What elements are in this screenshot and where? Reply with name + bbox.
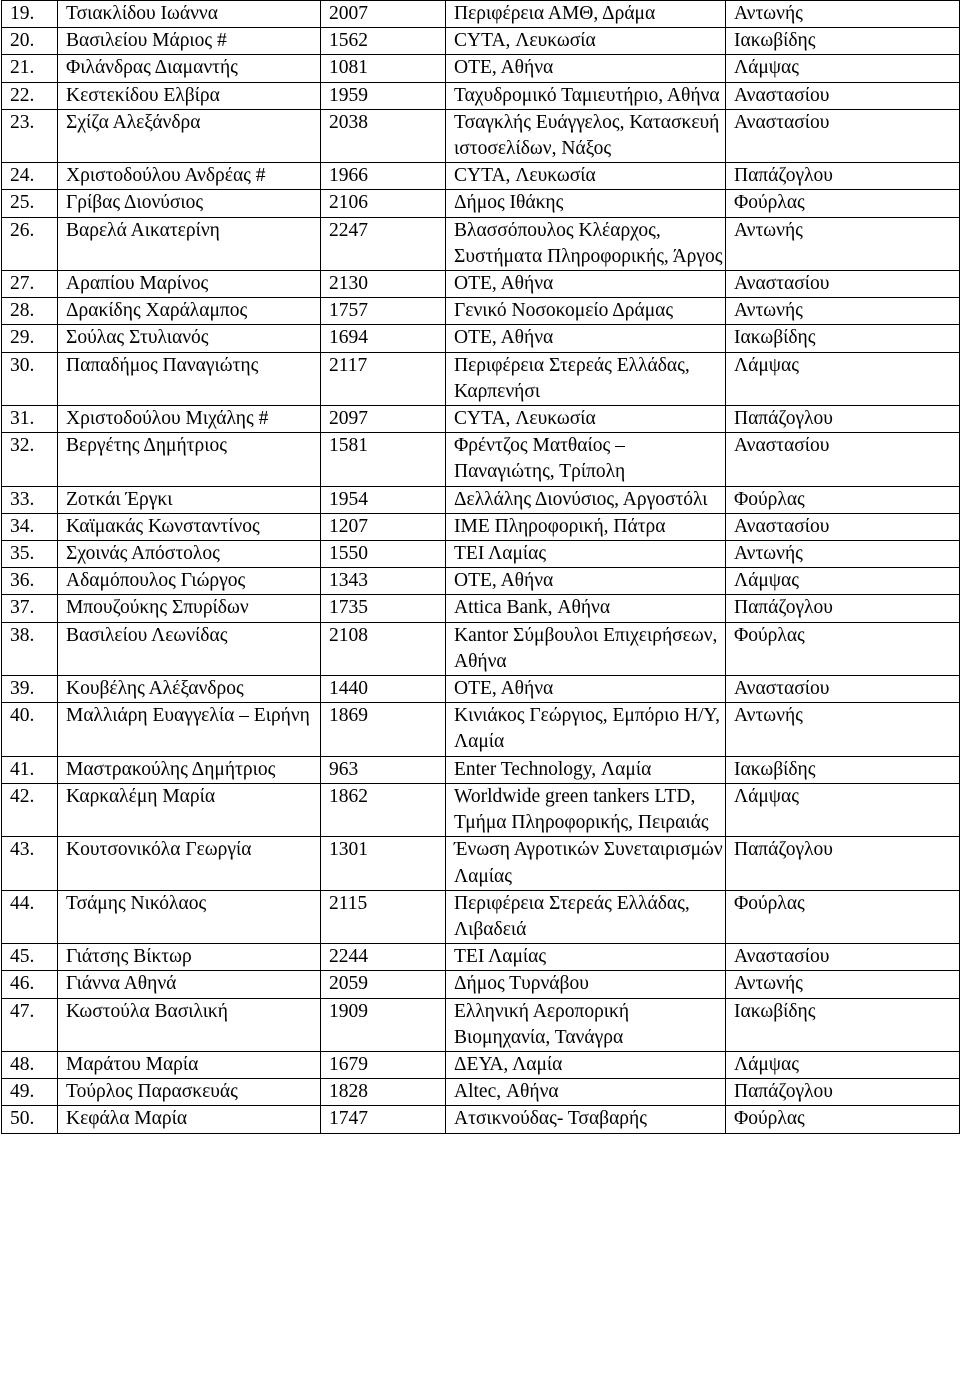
supervisor-name: Παπάζογλου (726, 837, 960, 890)
table-row (2, 944, 960, 971)
student-id: 1909 (321, 998, 446, 1051)
supervisor-name: Παπάζογλου (726, 595, 960, 622)
table-row (2, 783, 960, 836)
placement-organization: Κινιάκος Γεώργιος, Εμπόριο Η/Υ, Λαμία (446, 703, 726, 756)
table-row (2, 82, 960, 109)
supervisor-name: Αντωνής (726, 703, 960, 756)
supervisor-name: Φούρλας (726, 622, 960, 675)
table-row (2, 298, 960, 325)
placement-organization: Περιφέρεια ΑΜΘ, Δράμα (446, 1, 726, 28)
student-name: Βαρελά Αικατερίνη (58, 217, 321, 270)
supervisor-name: Φούρλας (726, 190, 960, 217)
student-id: 1959 (321, 82, 446, 109)
table-row (2, 1051, 960, 1078)
supervisor-name: Αναστασίου (726, 271, 960, 298)
table-row (2, 971, 960, 998)
row-number: 36. (2, 568, 58, 595)
student-id: 2108 (321, 622, 446, 675)
student-id: 1966 (321, 163, 446, 190)
student-name: Αραπίου Μαρίνος (58, 271, 321, 298)
row-number: 42. (2, 783, 58, 836)
table-body (2, 1, 960, 1134)
student-name: Γιάτσης Βίκτωρ (58, 944, 321, 971)
placement-organization: Attica Bank, Αθήνα (446, 595, 726, 622)
student-name: Βεργέτης Δημήτριος (58, 433, 321, 486)
row-number: 19. (2, 1, 58, 28)
student-name: Σούλας Στυλιανός (58, 325, 321, 352)
supervisor-name: Αναστασίου (726, 109, 960, 162)
table-row (2, 109, 960, 162)
student-name: Μαλλιάρη Ευαγγελία – Ειρήνη (58, 703, 321, 756)
student-id: 2117 (321, 352, 446, 405)
row-number: 33. (2, 486, 58, 513)
supervisor-name: Αντωνής (726, 298, 960, 325)
row-number: 30. (2, 352, 58, 405)
placement-organization: Ένωση Αγροτικών Συνεταιρισμών Λαμίας (446, 837, 726, 890)
student-name: Δρακίδης Χαράλαμπος (58, 298, 321, 325)
supervisor-name: Ιακωβίδης (726, 998, 960, 1051)
student-name: Βασιλείου Μάριος # (58, 28, 321, 55)
placement-organization: IME Πληροφορική, Πάτρα (446, 513, 726, 540)
placement-organization: Ελληνική Αεροπορική Βιομηχανία, Τανάγρα (446, 998, 726, 1051)
placement-organization: Ατσικνούδας- Τσαβαρής (446, 1106, 726, 1133)
student-name: Κωστούλα Βασιλική (58, 998, 321, 1051)
student-id: 2097 (321, 406, 446, 433)
placement-organization: Βλασσόπουλος Κλέαρχος, Συστήματα Πληροφορικής, Άργος (446, 217, 726, 270)
supervisor-name: Παπάζογλου (726, 163, 960, 190)
placement-organization: ΟΤΕ, Αθήνα (446, 55, 726, 82)
placement-organization: Δήμος Ιθάκης (446, 190, 726, 217)
student-id: 1440 (321, 676, 446, 703)
table-row (2, 1079, 960, 1106)
placement-organization: ΟΤΕ, Αθήνα (446, 676, 726, 703)
student-name: Μαστρακούλης Δημήτριος (58, 756, 321, 783)
row-number: 46. (2, 971, 58, 998)
supervisor-name: Λάμψας (726, 568, 960, 595)
table-row (2, 406, 960, 433)
row-number: 37. (2, 595, 58, 622)
row-number: 47. (2, 998, 58, 1051)
student-id: 1343 (321, 568, 446, 595)
student-name: Βασιλείου Λεωνίδας (58, 622, 321, 675)
row-number: 22. (2, 82, 58, 109)
row-number: 48. (2, 1051, 58, 1078)
student-name: Γιάννα Αθηνά (58, 971, 321, 998)
student-name: Τσιακλίδου Ιωάννα (58, 1, 321, 28)
student-name: Κεφάλα Μαρία (58, 1106, 321, 1133)
supervisor-name: Αναστασίου (726, 82, 960, 109)
table-row (2, 676, 960, 703)
table-row (2, 837, 960, 890)
supervisor-name: Αναστασίου (726, 676, 960, 703)
row-number: 31. (2, 406, 58, 433)
supervisor-name: Αντωνής (726, 217, 960, 270)
student-name: Φιλάνδρας Διαμαντής (58, 55, 321, 82)
student-id: 1954 (321, 486, 446, 513)
row-number: 38. (2, 622, 58, 675)
placement-organization: Altec, Αθήνα (446, 1079, 726, 1106)
supervisor-name: Αντωνής (726, 541, 960, 568)
table-row (2, 217, 960, 270)
placement-organization: Γενικό Νοσοκομείο Δράμας (446, 298, 726, 325)
row-number: 26. (2, 217, 58, 270)
placement-organization: Περιφέρεια Στερεάς Ελλάδας, Καρπενήσι (446, 352, 726, 405)
placement-organization: Worldwide green tankers LTD, Τμήμα Πληροφορικής, Πειραιάς (446, 783, 726, 836)
row-number: 44. (2, 890, 58, 943)
student-name: Τούρλος Παρασκευάς (58, 1079, 321, 1106)
student-id: 2059 (321, 971, 446, 998)
row-number: 21. (2, 55, 58, 82)
table-row (2, 568, 960, 595)
supervisor-name: Φούρλας (726, 486, 960, 513)
placement-organization: ΟΤΕ, Αθήνα (446, 271, 726, 298)
supervisor-name: Ιακωβίδης (726, 28, 960, 55)
student-id: 1747 (321, 1106, 446, 1133)
supervisor-name: Ιακωβίδης (726, 325, 960, 352)
table-row (2, 352, 960, 405)
row-number: 24. (2, 163, 58, 190)
placement-organization: ΤΕΙ Λαμίας (446, 541, 726, 568)
student-name: Κουτσονικόλα Γεωργία (58, 837, 321, 890)
table-row (2, 513, 960, 540)
student-name: Καϊμακάς Κωνσταντίνος (58, 513, 321, 540)
student-name: Σχίζα Αλεξάνδρα (58, 109, 321, 162)
student-name: Τσάμης Νικόλαος (58, 890, 321, 943)
supervisor-name: Αναστασίου (726, 433, 960, 486)
student-id: 1562 (321, 28, 446, 55)
table-row (2, 756, 960, 783)
student-id: 1757 (321, 298, 446, 325)
student-id: 1869 (321, 703, 446, 756)
student-id: 1862 (321, 783, 446, 836)
supervisor-name: Φούρλας (726, 890, 960, 943)
table-row (2, 890, 960, 943)
row-number: 25. (2, 190, 58, 217)
student-id: 2115 (321, 890, 446, 943)
student-name: Ζοτκάι Έργκι (58, 486, 321, 513)
placement-organization: Enter Technology, Λαμία (446, 756, 726, 783)
student-id: 2038 (321, 109, 446, 162)
placement-organization: Δελλάλης Διονύσιος, Αργοστόλι (446, 486, 726, 513)
row-number: 32. (2, 433, 58, 486)
supervisor-name: Αναστασίου (726, 944, 960, 971)
table-row (2, 1, 960, 28)
student-id: 1207 (321, 513, 446, 540)
student-id: 2106 (321, 190, 446, 217)
table-row (2, 271, 960, 298)
internship-table (1, 0, 960, 1134)
student-id: 2247 (321, 217, 446, 270)
placement-organization: Δήμος Τυρνάβου (446, 971, 726, 998)
table-row (2, 541, 960, 568)
supervisor-name: Παπάζογλου (726, 1079, 960, 1106)
row-number: 34. (2, 513, 58, 540)
placement-organization: Περιφέρεια Στερεάς Ελλάδας, Λιβαδειά (446, 890, 726, 943)
supervisor-name: Αντωνής (726, 1, 960, 28)
student-name: Μπουζούκης Σπυρίδων (58, 595, 321, 622)
student-id: 1581 (321, 433, 446, 486)
supervisor-name: Αναστασίου (726, 513, 960, 540)
table-row (2, 595, 960, 622)
student-name: Σχοινάς Απόστολος (58, 541, 321, 568)
supervisor-name: Παπάζογλου (726, 406, 960, 433)
row-number: 50. (2, 1106, 58, 1133)
student-name: Κεστεκίδου Ελβίρα (58, 82, 321, 109)
student-id: 1828 (321, 1079, 446, 1106)
row-number: 39. (2, 676, 58, 703)
placement-organization: ΟΤΕ, Αθήνα (446, 568, 726, 595)
student-name: Παπαδήμος Παναγιώτης (58, 352, 321, 405)
student-name: Κουβέλης Αλέξανδρος (58, 676, 321, 703)
student-id: 1694 (321, 325, 446, 352)
student-id: 1550 (321, 541, 446, 568)
table-row (2, 55, 960, 82)
row-number: 41. (2, 756, 58, 783)
student-id: 1735 (321, 595, 446, 622)
student-id: 1301 (321, 837, 446, 890)
student-name: Γρίβας Διονύσιος (58, 190, 321, 217)
placement-organization: Kantor Σύμβουλοι Επιχειρήσεων, Αθήνα (446, 622, 726, 675)
table-row (2, 622, 960, 675)
row-number: 23. (2, 109, 58, 162)
placement-organization: Ταχυδρομικό Ταμιευτήριο, Αθήνα (446, 82, 726, 109)
supervisor-name: Λάμψας (726, 1051, 960, 1078)
student-id: 2244 (321, 944, 446, 971)
supervisor-name: Φούρλας (726, 1106, 960, 1133)
row-number: 45. (2, 944, 58, 971)
row-number: 27. (2, 271, 58, 298)
row-number: 29. (2, 325, 58, 352)
student-id: 2130 (321, 271, 446, 298)
placement-organization: ΟΤΕ, Αθήνα (446, 325, 726, 352)
student-name: Χριστοδούλου Ανδρέας # (58, 163, 321, 190)
table-row (2, 28, 960, 55)
student-name: Μαράτου Μαρία (58, 1051, 321, 1078)
supervisor-name: Λάμψας (726, 55, 960, 82)
student-name: Καρκαλέμη Μαρία (58, 783, 321, 836)
table-row (2, 703, 960, 756)
student-id: 1679 (321, 1051, 446, 1078)
row-number: 35. (2, 541, 58, 568)
table-row (2, 433, 960, 486)
placement-organization: ΔΕΥΑ, Λαμία (446, 1051, 726, 1078)
table-row (2, 998, 960, 1051)
placement-organization: CYTA, Λευκωσία (446, 163, 726, 190)
table-row (2, 163, 960, 190)
student-id: 1081 (321, 55, 446, 82)
supervisor-name: Λάμψας (726, 783, 960, 836)
student-id: 2007 (321, 1, 446, 28)
row-number: 20. (2, 28, 58, 55)
student-name: Αδαμόπουλος Γιώργος (58, 568, 321, 595)
row-number: 43. (2, 837, 58, 890)
placement-organization: CYTA, Λευκωσία (446, 406, 726, 433)
table-row (2, 190, 960, 217)
row-number: 40. (2, 703, 58, 756)
row-number: 49. (2, 1079, 58, 1106)
supervisor-name: Λάμψας (726, 352, 960, 405)
placement-organization: Τσαγκλής Ευάγγελος, Κατασκευή ιστοσελίδων, Νάξος (446, 109, 726, 162)
row-number: 28. (2, 298, 58, 325)
supervisor-name: Ιακωβίδης (726, 756, 960, 783)
table-row (2, 325, 960, 352)
placement-organization: ΤΕΙ Λαμίας (446, 944, 726, 971)
student-name: Χριστοδούλου Μιχάλης # (58, 406, 321, 433)
table-row (2, 1106, 960, 1133)
table-row (2, 486, 960, 513)
placement-organization: Φρέντζος Ματθαίος – Παναγιώτης, Τρίπολη (446, 433, 726, 486)
supervisor-name: Αντωνής (726, 971, 960, 998)
placement-organization: CYTA, Λευκωσία (446, 28, 726, 55)
student-id: 963 (321, 756, 446, 783)
